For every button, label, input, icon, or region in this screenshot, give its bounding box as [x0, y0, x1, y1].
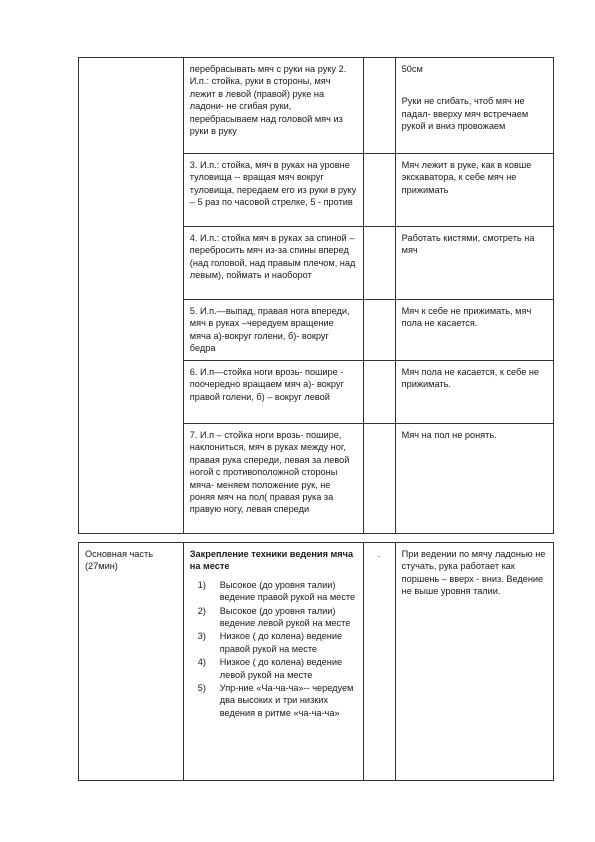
section-cell: Основная часть (27мин): [79, 543, 184, 781]
dosage-cell: [363, 424, 395, 534]
exercise-list: [190, 579, 357, 719]
list-item: 3) Низкое ( до колена) ведение правой рукой на месте: [197, 631, 343, 654]
exercise-cell: 3. И.п.: стойка, мяч в руках на уровне туловища -- вращая мяч вокруг туловища, передаем его из руки в руку – 5 раз по часовой стрелке, 5 - против: [183, 154, 363, 227]
table-gap: [79, 534, 554, 543]
notes-cell: При ведении по мячу ладонью не стучать, рука работает как поршень – вверх - вниз. Ведение не выше уровня талии.: [395, 543, 553, 781]
list-item: 4) Низкое ( до колена) ведение левой рукой на месте: [197, 657, 343, 680]
notes-cell: Мяч к себе не прижимать, мяч пола не касается.: [395, 300, 553, 361]
dosage-cell: [363, 227, 395, 300]
table-row: [79, 543, 554, 781]
dosage-cell: [363, 361, 395, 424]
exercise-cell: 5. И.п.—выпад, правая нога впереди, мяч в руках –чередуем вращение мяча а)-вокруг голени, б)- вокруг бедра: [183, 300, 363, 361]
exercise-cell: 7. И.п – стойка ноги врозь- пошире, наклониться, мяч в руках между ног, правая рука спереди, левая за левой ногой с противоположной стороны мяча- меняем положение рук, не роняя мяч на пол( правая рука за правую ногу, левая спереди: [183, 424, 363, 534]
list-item: 2) Высокое (до уровня талии) ведение левой рукой на месте: [197, 605, 351, 629]
dosage-cell: [363, 154, 395, 227]
notes-cell: Работать кистями, смотреть на мяч: [395, 227, 553, 300]
notes-cell: Мяч на пол не ронять.: [395, 424, 553, 534]
exercise-cell: 6. И.п—стойка ноги врозь- пошире - поочередно вращаем мяч а)- вокруг правой голени, б) – вокруг левой: [183, 361, 363, 424]
dosage-cell: [363, 300, 395, 361]
notes-text: Руки не сгибать, чтоб мяч не падал- вверху мяч встречаем рукой и вниз провожаем: [401, 96, 529, 132]
list-item: 1) Высокое (до уровня талии) ведение правой рукой на месте: [197, 579, 356, 603]
notes-cell: Мяч лежит в руке, как в ковше экскаватора, к себе мяч не прижимать: [395, 154, 553, 227]
notes-distance: 50см: [401, 64, 423, 74]
notes-cell: [395, 58, 553, 154]
list-item: 5) Упр-ние «Ча-ча-ча»-- чередуем два высоких и три низких ведения в ритме «ча-ча-ча»: [197, 683, 354, 718]
exercise-cell: [183, 543, 363, 781]
exercise-cell: перебрасывать мяч с руки на руку 2. И.п.: стойка, руки в стороны, мяч лежит в левой (правой) руке на ладони- не сгибая руки, перебрасываем над головой мяч из руки в руку: [183, 58, 363, 154]
exercise-cell: 4. И.п.: стойка мяч в руках за спиной – перебросить мяч из-за спины вперед (над головой, над правым плечом, над левым), поймать и наоборот: [183, 227, 363, 300]
lesson-table: [78, 57, 554, 781]
section-cell: [79, 58, 184, 534]
dosage-cell: [363, 58, 395, 154]
exercise-heading: Закрепление техники ведения мяча на месте: [189, 549, 354, 572]
notes-cell: Мяч пола не касается, к себе не прижимать.: [395, 361, 553, 424]
table-row: [79, 58, 554, 154]
dosage-cell: .: [363, 543, 395, 781]
